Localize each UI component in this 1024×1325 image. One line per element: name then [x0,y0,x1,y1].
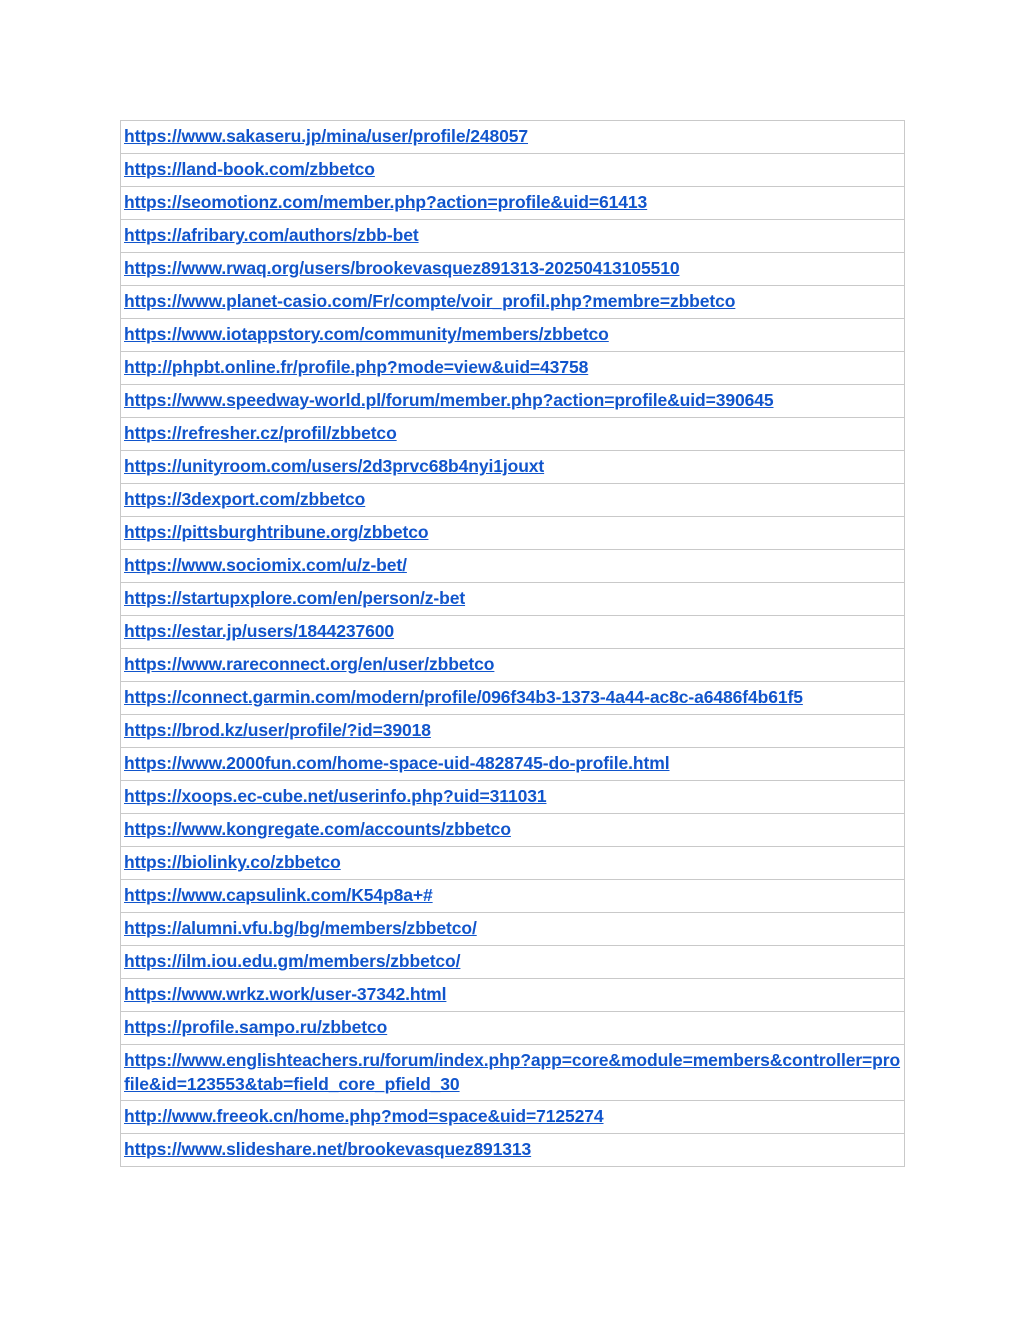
profile-link[interactable]: http://www.freeok.cn/home.php?mod=space&uid=7125274 [124,1106,604,1126]
table-row [121,121,905,154]
table-row [121,154,905,187]
table-row [121,847,905,880]
profile-link[interactable]: https://www.kongregate.com/accounts/zbbetco [124,819,511,839]
table-cell [121,814,905,847]
profile-link[interactable]: https://www.wrkz.work/user-37342.html [124,984,447,1004]
table-cell [121,319,905,352]
profile-link[interactable]: https://xoops.ec-cube.net/userinfo.php?uid=311031 [124,786,547,806]
table-row [121,253,905,286]
table-row [121,451,905,484]
profile-link[interactable]: https://www.capsulink.com/K54p8a+# [124,885,433,905]
table-cell [121,583,905,616]
table-cell [121,715,905,748]
profile-link[interactable]: https://www.iotappstory.com/community/members/zbbetco [124,324,609,344]
table-row [121,517,905,550]
table-row [121,319,905,352]
table-cell [121,517,905,550]
table-row [121,715,905,748]
profile-link[interactable]: https://www.rwaq.org/users/brookevasquez891313-20250413105510 [124,258,680,278]
table-cell [121,121,905,154]
table-row [121,187,905,220]
profile-link[interactable]: https://brod.kz/user/profile/?id=39018 [124,720,431,740]
profile-link[interactable]: https://startupxplore.com/en/person/z-bet [124,588,466,608]
table-row [121,1101,905,1134]
table-row [121,814,905,847]
table-row [121,220,905,253]
profile-link[interactable]: https://connect.garmin.com/modern/profile/096f34b3-1373-4a44-ac8c-a6486f4b61f5 [124,687,803,707]
table-row [121,286,905,319]
table-row [121,880,905,913]
profile-link[interactable]: https://unityroom.com/users/2d3prvc68b4nyi1jouxt [124,456,545,476]
table-row [121,1134,905,1167]
table-cell [121,1134,905,1167]
table-row [121,748,905,781]
table-row [121,1045,905,1101]
profile-link[interactable]: https://land-book.com/zbbetco [124,159,375,179]
table-cell [121,1045,905,1101]
profile-link[interactable]: https://profile.sampo.ru/zbbetco [124,1017,388,1037]
profile-link[interactable]: https://seomotionz.com/member.php?action=profile&uid=61413 [124,192,648,212]
table-row [121,682,905,715]
profile-link[interactable]: https://afribary.com/authors/zbb-bet [124,225,419,245]
profile-link[interactable]: https://refresher.cz/profil/zbbetco [124,423,397,443]
table-row [121,583,905,616]
table-cell [121,748,905,781]
profile-link[interactable]: https://alumni.vfu.bg/bg/members/zbbetco/ [124,918,477,938]
table-row [121,484,905,517]
table-row [121,946,905,979]
profile-link[interactable]: https://3dexport.com/zbbetco [124,489,366,509]
table-row [121,352,905,385]
table-cell [121,352,905,385]
table-cell [121,550,905,583]
profile-link[interactable]: https://www.planet-casio.com/Fr/compte/voir_profil.php?membre=zbbetco [124,291,736,311]
profile-link[interactable]: https://www.englishteachers.ru/forum/index.php?app=core&module=members&controller=profile&id=123553&tab=field_core_pfield_30 [124,1049,901,1094]
profile-link[interactable]: https://pittsburghtribune.org/zbbetco [124,522,429,542]
profile-link[interactable]: https://www.sociomix.com/u/z-bet/ [124,555,407,575]
table-cell [121,946,905,979]
profile-link[interactable]: https://biolinky.co/zbbetco [124,852,341,872]
table-cell [121,1101,905,1134]
table-cell [121,649,905,682]
profile-link[interactable]: http://phpbt.online.fr/profile.php?mode=view&uid=43758 [124,357,589,377]
table-cell [121,913,905,946]
profile-link[interactable]: https://ilm.iou.edu.gm/members/zbbetco/ [124,951,461,971]
table-cell [121,484,905,517]
table-cell [121,187,905,220]
table-row [121,616,905,649]
table-row [121,1012,905,1045]
table-cell [121,1012,905,1045]
table-row [121,649,905,682]
table-cell [121,253,905,286]
table-cell [121,385,905,418]
profile-link[interactable]: https://www.speedway-world.pl/forum/member.php?action=profile&uid=390645 [124,390,774,410]
table-row [121,385,905,418]
table-cell [121,847,905,880]
table-row [121,550,905,583]
profile-link[interactable]: https://www.2000fun.com/home-space-uid-4828745-do-profile.html [124,753,670,773]
table-cell [121,451,905,484]
table-cell [121,418,905,451]
table-row [121,913,905,946]
table-cell [121,682,905,715]
table-cell [121,286,905,319]
table-row [121,781,905,814]
profile-link[interactable]: https://www.sakaseru.jp/mina/user/profile/248057 [124,126,529,146]
table-cell [121,220,905,253]
table-cell [121,880,905,913]
table-cell [121,616,905,649]
profile-link[interactable]: https://estar.jp/users/1844237600 [124,621,395,641]
link-table [120,120,905,1167]
table-cell [121,781,905,814]
table-cell [121,154,905,187]
table-cell [121,979,905,1012]
table-row [121,418,905,451]
profile-link[interactable]: https://www.rareconnect.org/en/user/zbbetco [124,654,495,674]
profile-link[interactable]: https://www.slideshare.net/brookevasquez891313 [124,1139,532,1159]
table-row [121,979,905,1012]
